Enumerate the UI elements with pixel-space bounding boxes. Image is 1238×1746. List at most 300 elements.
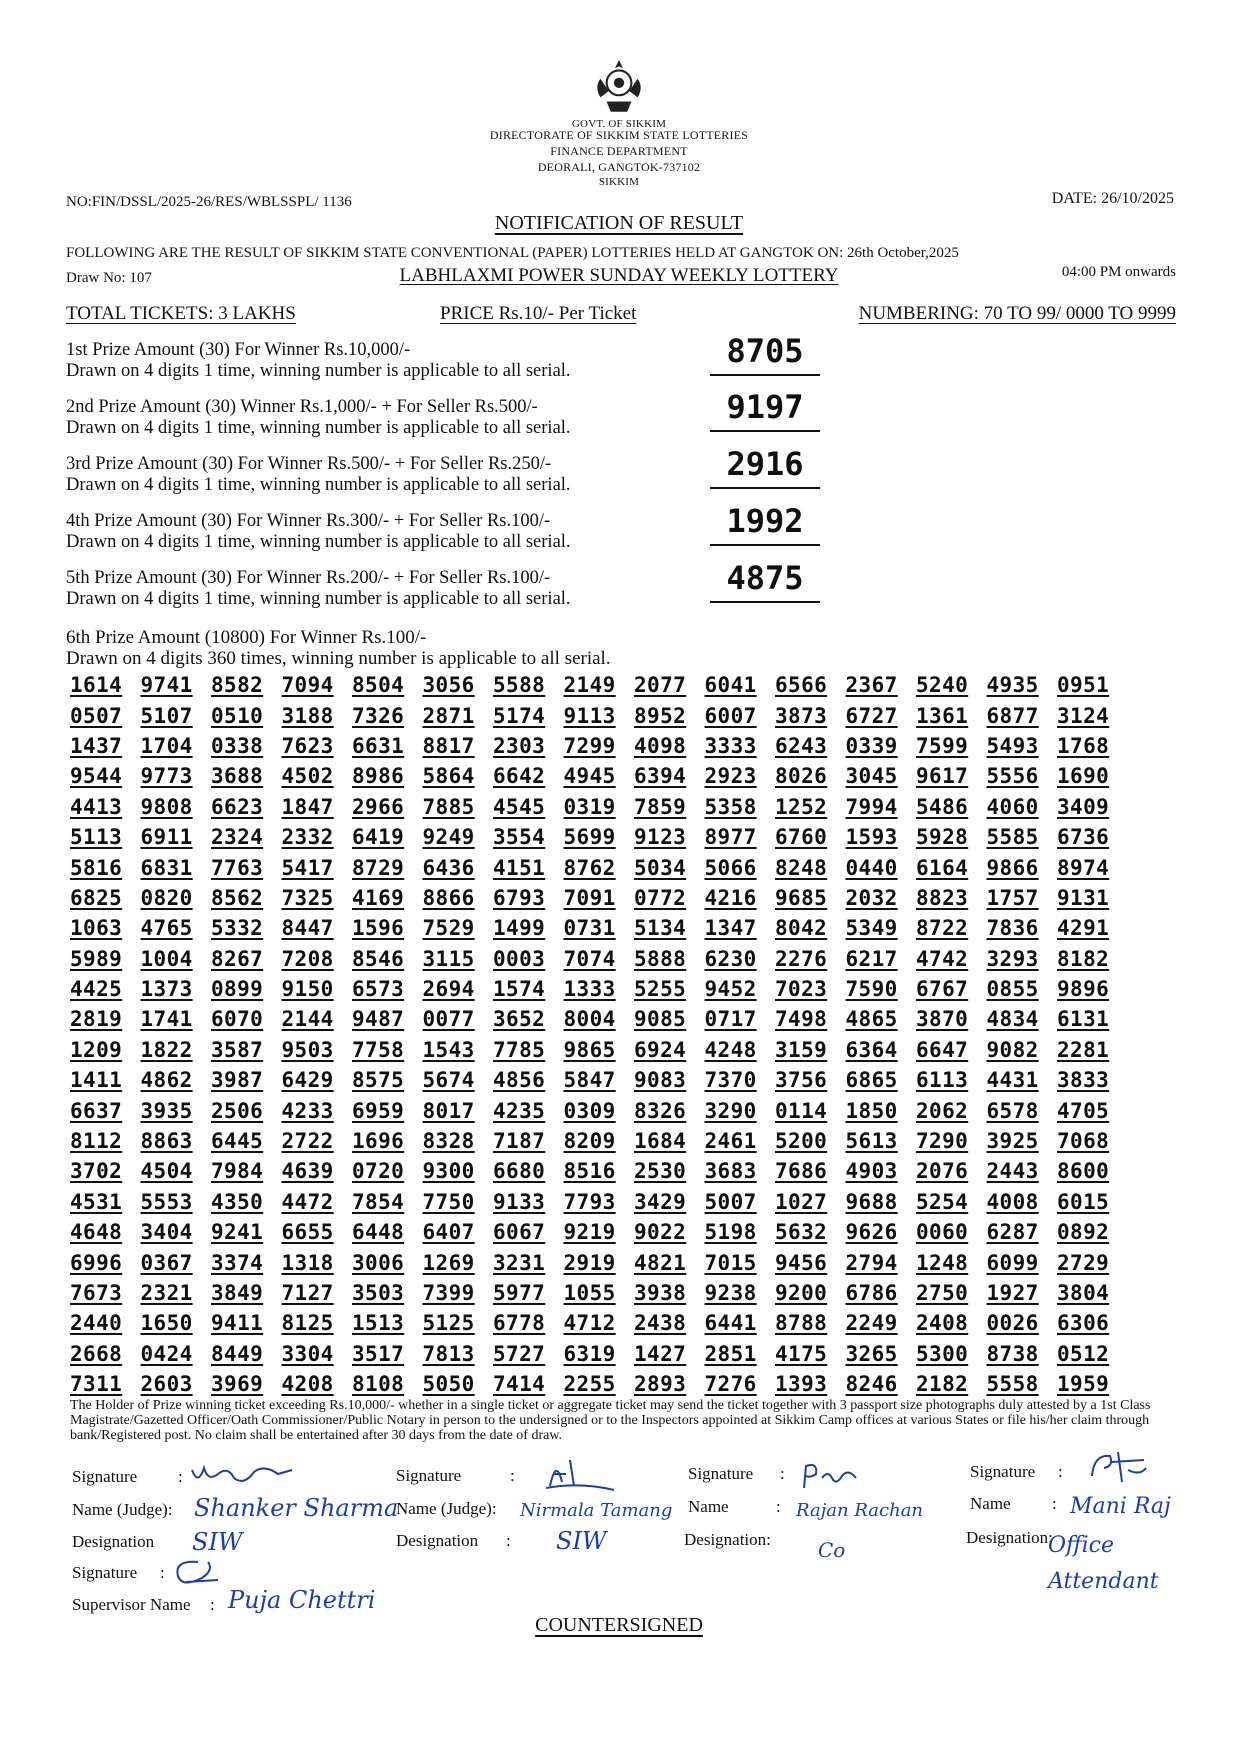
number-row (70, 731, 1160, 761)
total-tickets: TOTAL TICKETS: 3 LAKHS (66, 303, 296, 324)
winning-number: 6436 (422, 855, 475, 880)
winning-number: 3873 (775, 703, 828, 728)
winning-number: 4008 (986, 1189, 1039, 1214)
winning-number: 5358 (704, 794, 757, 819)
winning-number: 7599 (916, 733, 969, 758)
winning-number: 1411 (70, 1068, 123, 1093)
winning-number: 2182 (916, 1372, 969, 1397)
winning-number: 5558 (986, 1372, 1039, 1397)
prize-6-text: 6th Prize Amount (10800) For Winner Rs.100/- Drawn on 4 digits 360 times, winning number is applicable to all serial. (66, 627, 611, 669)
winning-number: 9411 (211, 1311, 264, 1336)
winning-number: 5007 (704, 1189, 757, 1214)
winning-number: 6642 (493, 764, 546, 789)
winning-number: 2871 (422, 703, 475, 728)
winning-number: 8722 (916, 916, 969, 941)
winning-number: 9741 (140, 673, 193, 698)
winning-number: 1690 (1057, 764, 1110, 789)
winning-number: 6164 (916, 855, 969, 880)
winning-number: 7859 (634, 794, 687, 819)
winning-number: 1333 (563, 977, 616, 1002)
colon: : (780, 1464, 785, 1483)
winning-number: 5989 (70, 946, 123, 971)
winning-number: 6007 (704, 703, 757, 728)
winning-number: 9487 (352, 1007, 405, 1032)
col3-signature-label: Signature (688, 1464, 754, 1483)
colon: : (178, 1467, 183, 1486)
winning-number: 6319 (563, 1341, 616, 1366)
winning-number: 5066 (704, 855, 757, 880)
winning-number: 7094 (281, 673, 334, 698)
winning-number: 4175 (775, 1341, 828, 1366)
col2-name-handwritten: Nirmala Tamang (520, 1500, 673, 1521)
winning-number: 4639 (281, 1159, 334, 1184)
winning-number: 5699 (563, 825, 616, 850)
winning-number: 5977 (493, 1281, 546, 1305)
col3-designation-handwritten: Co (818, 1538, 846, 1562)
winning-number: 8042 (775, 916, 828, 941)
winning-number: 6831 (140, 855, 193, 880)
winning-number: 4216 (704, 885, 757, 910)
winning-number: 5200 (775, 1129, 828, 1154)
winning-number: 2076 (916, 1159, 969, 1184)
winning-number: 2367 (845, 673, 898, 698)
col3-name-handwritten: Rajan Rachan (796, 1500, 924, 1521)
winning-number: 3503 (352, 1281, 405, 1305)
directorate-line: DIRECTORATE OF SIKKIM STATE LOTTERIES (489, 128, 749, 142)
winning-number: 8974 (1057, 855, 1110, 880)
winning-number: 0820 (140, 885, 193, 910)
winning-number: 0899 (211, 977, 264, 1002)
winning-number: 1004 (140, 946, 193, 971)
winning-number: 3987 (211, 1068, 264, 1093)
winning-number: 1574 (493, 977, 546, 1002)
winning-number: 9249 (422, 825, 475, 850)
winning-number: 3938 (634, 1281, 687, 1305)
winning-number: 3304 (281, 1341, 334, 1366)
lottery-name: LABHLAXMI POWER SUNDAY WEEKLY LOTTERY (399, 265, 839, 286)
number-row (70, 1126, 1160, 1156)
winning-number: 6306 (1057, 1311, 1110, 1336)
winning-number: 3333 (704, 733, 757, 758)
winning-number: 5556 (986, 764, 1039, 789)
number-row (70, 1187, 1160, 1217)
winning-number: 2062 (916, 1098, 969, 1123)
winning-number: 5727 (493, 1341, 546, 1366)
winning-number: 3056 (422, 673, 475, 698)
winning-number: 5674 (422, 1068, 475, 1093)
winning-number: 0892 (1057, 1220, 1110, 1245)
winning-number: 2893 (634, 1372, 687, 1397)
winning-number: 6217 (845, 946, 898, 971)
winning-number: 8267 (211, 946, 264, 971)
winning-number: 0339 (845, 733, 898, 758)
winning-number: 1593 (845, 825, 898, 850)
winning-number: 6419 (352, 825, 405, 850)
winning-number: 6243 (775, 733, 828, 758)
winning-number: 9866 (986, 855, 1039, 880)
number-row (70, 670, 1160, 700)
winning-number: 7074 (563, 946, 616, 971)
winning-number: 6067 (493, 1220, 546, 1245)
winning-number: 6637 (70, 1098, 123, 1123)
winning-number: 8986 (352, 764, 405, 789)
winning-number: 9865 (563, 1037, 616, 1062)
winning-number: 1427 (634, 1341, 687, 1366)
winning-number: 1063 (70, 916, 123, 941)
notice-date: DATE: 26/10/2025 (1051, 190, 1174, 207)
winning-number: 9300 (422, 1159, 475, 1184)
winning-number: 2077 (634, 673, 687, 698)
winning-number: 6623 (211, 794, 264, 819)
winning-number: 3756 (775, 1068, 828, 1093)
colon: : (506, 1531, 511, 1550)
winning-number: 6448 (352, 1220, 405, 1245)
col2-name-label: Name (Judge): (396, 1499, 497, 1518)
winning-number: 2149 (563, 673, 616, 698)
winning-number: 1768 (1057, 733, 1110, 758)
number-row (70, 700, 1160, 730)
winning-number: 2694 (422, 977, 475, 1002)
colon: : (1058, 1462, 1063, 1481)
winning-number: 9626 (845, 1220, 898, 1245)
winning-number: 9131 (1057, 885, 1110, 910)
winning-number: 1650 (140, 1311, 193, 1336)
winning-number: 5493 (986, 733, 1039, 758)
winning-number: 5816 (70, 855, 123, 880)
winning-number: 1269 (422, 1250, 475, 1275)
winning-number: 4903 (845, 1159, 898, 1184)
winning-number: 1596 (352, 916, 405, 941)
winning-number: 9150 (281, 977, 334, 1002)
number-row (70, 1065, 1160, 1095)
prize-3-text: 3rd Prize Amount (30) For Winner Rs.500/- + For Seller Rs.250/- Drawn on 4 digits 1 time, winning number is applicable to all serial. (66, 454, 571, 495)
winning-number: 4865 (845, 1007, 898, 1032)
winning-number: 4742 (916, 946, 969, 971)
winning-number: 3969 (211, 1372, 264, 1397)
prize-3-number: 2916 (710, 445, 820, 489)
col4-handwritten-signature (1084, 1446, 1154, 1488)
col4-name-handwritten: Mani Raj (1070, 1494, 1171, 1519)
number-row (70, 1095, 1160, 1125)
winning-number: 3409 (1057, 794, 1110, 819)
winning-number: 7885 (422, 794, 475, 819)
winning-number: 1696 (352, 1129, 405, 1154)
winning-number: 3290 (704, 1098, 757, 1123)
winning-number: 0731 (563, 916, 616, 941)
winning-number: 5585 (986, 825, 1039, 850)
winning-number: 0720 (352, 1159, 405, 1184)
prize-1-text: 1st Prize Amount (30) For Winner Rs.10,000/- Drawn on 4 digits 1 time, winning number is applicable to all serial. (66, 340, 571, 381)
winning-number: 2276 (775, 946, 828, 971)
winning-number: 5198 (704, 1220, 757, 1245)
winning-number: 6865 (845, 1068, 898, 1093)
winning-number: 4821 (634, 1250, 687, 1275)
winning-number: 3652 (493, 1007, 546, 1032)
winning-number: 3045 (845, 764, 898, 789)
winning-number: 1684 (634, 1129, 687, 1154)
winning-number: 0309 (563, 1098, 616, 1123)
winning-number: 4291 (1057, 916, 1110, 941)
winning-number: 5632 (775, 1220, 828, 1245)
winning-number: 9773 (140, 764, 193, 789)
winning-number: 4248 (704, 1037, 757, 1062)
winning-number: 3849 (211, 1281, 264, 1305)
winning-number: 6230 (704, 946, 757, 971)
winning-number: 4705 (1057, 1098, 1110, 1123)
winning-number: 6441 (704, 1311, 757, 1336)
winning-number: 3517 (352, 1341, 405, 1366)
winning-number: 0440 (845, 855, 898, 880)
address-line: DEORALI, GANGTOK-737102 (537, 160, 701, 174)
winning-number: 6394 (634, 764, 687, 789)
winning-number: 6736 (1057, 825, 1110, 850)
winning-number: 8209 (563, 1129, 616, 1154)
winning-number: 6573 (352, 977, 405, 1002)
winning-number: 7763 (211, 855, 264, 880)
winning-number: 2281 (1057, 1037, 1110, 1062)
winning-number: 9452 (704, 977, 757, 1002)
winning-number: 8125 (281, 1311, 334, 1336)
winning-number: 5174 (493, 703, 546, 728)
winning-number: 6996 (70, 1250, 123, 1275)
winning-number: 2722 (281, 1129, 334, 1154)
winning-number: 8546 (352, 946, 405, 971)
winning-number: 1437 (70, 733, 123, 758)
supervisor-name-handwritten: Puja Chettri (228, 1586, 376, 1614)
winning-number: 4233 (281, 1098, 334, 1123)
winning-number: 6566 (775, 673, 828, 698)
winning-number: 6760 (775, 825, 828, 850)
winning-number: 7750 (422, 1189, 475, 1214)
winning-number: 9022 (634, 1220, 687, 1245)
winning-number: 7623 (281, 733, 334, 758)
winning-number: 4765 (140, 916, 193, 941)
winning-number: 2966 (352, 794, 405, 819)
winning-number: 9241 (211, 1220, 264, 1245)
winning-number: 7023 (775, 977, 828, 1002)
winning-number: 9685 (775, 885, 828, 910)
winning-number: 7325 (281, 885, 334, 910)
winning-number: 5034 (634, 855, 687, 880)
number-row (70, 1339, 1160, 1369)
winning-number: 1850 (845, 1098, 898, 1123)
winning-number: 3115 (422, 946, 475, 971)
col1-name-label: Name (Judge): (72, 1500, 173, 1519)
winning-number: 9456 (775, 1250, 828, 1275)
winning-number: 4712 (563, 1311, 616, 1336)
winning-number: 3870 (916, 1007, 969, 1032)
winning-number: 2851 (704, 1341, 757, 1366)
number-row (70, 1369, 1160, 1399)
winning-number: 7091 (563, 885, 616, 910)
winning-number: 1373 (140, 977, 193, 1002)
winning-number: 9085 (634, 1007, 687, 1032)
winning-number: 6877 (986, 703, 1039, 728)
supervisor-label: Supervisor Name (72, 1595, 191, 1614)
winning-number: 2603 (140, 1372, 193, 1397)
draw-time: 04:00 PM onwards (1061, 264, 1176, 280)
winning-number: 6647 (916, 1037, 969, 1062)
winning-number: 4431 (986, 1068, 1039, 1093)
winning-number: 4502 (281, 764, 334, 789)
winning-number: 8516 (563, 1159, 616, 1184)
winning-number: 6825 (70, 885, 123, 910)
winning-number: 9808 (140, 794, 193, 819)
winning-number: 3231 (493, 1250, 546, 1275)
winning-number: 6364 (845, 1037, 898, 1062)
winning-number: 5928 (916, 825, 969, 850)
winning-number: 7370 (704, 1068, 757, 1093)
prize-2-text: 2nd Prize Amount (30) Winner Rs.1,000/- + For Seller Rs.500/- Drawn on 4 digits 1 time, winning number is applicable to all serial. (66, 397, 571, 438)
winning-number: 9219 (563, 1220, 616, 1245)
winning-number: 5254 (916, 1189, 969, 1214)
winning-number: 8738 (986, 1341, 1039, 1366)
winning-number: 6015 (1057, 1189, 1110, 1214)
winning-number: 7836 (986, 916, 1039, 941)
col2-designation-label: Designation (396, 1531, 479, 1550)
winning-number: 0424 (140, 1341, 193, 1366)
winning-number: 3159 (775, 1037, 828, 1062)
winning-number: 2249 (845, 1311, 898, 1336)
winning-number: 7127 (281, 1281, 334, 1305)
winning-number: 5134 (634, 916, 687, 941)
winning-number: 7498 (775, 1007, 828, 1032)
winning-number: 4862 (140, 1068, 193, 1093)
winning-number: 6680 (493, 1159, 546, 1184)
winning-number: 1847 (281, 794, 334, 819)
winning-number: 1822 (140, 1037, 193, 1062)
reference-number: NO:FIN/DSSL/2025-26/RES/WBLSSPL/ 1136 (66, 194, 352, 210)
winning-number: 4472 (281, 1189, 334, 1214)
winning-number: 8328 (422, 1129, 475, 1154)
winning-number: 0510 (211, 703, 264, 728)
number-row (70, 944, 1160, 974)
prize-1-number: 8705 (710, 332, 820, 376)
prize-2-number: 9197 (710, 388, 820, 432)
winning-number: 2530 (634, 1159, 687, 1184)
winning-number: 4098 (634, 733, 687, 758)
winning-number: 4504 (140, 1159, 193, 1184)
winning-number: 2506 (211, 1098, 264, 1123)
winning-number: 0367 (140, 1250, 193, 1275)
winning-number: 5613 (845, 1129, 898, 1154)
winning-number: 1027 (775, 1189, 828, 1214)
winning-number: 0951 (1057, 673, 1110, 698)
winning-number: 1347 (704, 916, 757, 941)
page-title: NOTIFICATION OF RESULT (494, 212, 744, 234)
number-row (70, 1035, 1160, 1065)
winning-number: 1614 (70, 673, 123, 698)
winning-number: 8248 (775, 855, 828, 880)
winning-number: 7673 (70, 1281, 123, 1305)
winning-number: 9113 (563, 703, 616, 728)
colon: : (1052, 1494, 1057, 1513)
department-line: FINANCE DEPARTMENT (550, 144, 688, 158)
winning-number: 9688 (845, 1189, 898, 1214)
winning-number: 2144 (281, 1007, 334, 1032)
col1-signature2-label: Signature (72, 1563, 138, 1582)
winning-number: 5847 (563, 1068, 616, 1093)
winning-number: 6070 (211, 1007, 264, 1032)
winning-number: 7187 (493, 1129, 546, 1154)
winning-number: 5240 (916, 673, 969, 698)
winning-number: 3188 (281, 703, 334, 728)
winning-number: 6924 (634, 1037, 687, 1062)
winning-number: 7015 (704, 1250, 757, 1275)
winning-number: 0855 (986, 977, 1039, 1002)
winning-number: 3925 (986, 1129, 1039, 1154)
winning-number: 8575 (352, 1068, 405, 1093)
winning-number: 7686 (775, 1159, 828, 1184)
winning-number: 7994 (845, 794, 898, 819)
winning-number: 1248 (916, 1250, 969, 1275)
winning-number: 5125 (422, 1311, 475, 1336)
claim-footnote: The Holder of Prize winning ticket exceeding Rs.10,000/- whether in a single ticket or aggregate ticket may send the ticket together with 3 passport size photographs duly attested by a 1st Class Magistrate/Gazetted Officer/Oath Commissioner/Public Notary in person to the undersigned or to the Inspectors appointed at Sikkim Camp offices at various States or file his/her claim through bank/Registered post. No claim shall be entertained after 30 days from the date of draw. (70, 1398, 1151, 1443)
winning-number: 2461 (704, 1129, 757, 1154)
col3-designation-label: Designation: (684, 1530, 771, 1549)
winning-number: 8026 (775, 764, 828, 789)
winning-number: 9123 (634, 825, 687, 850)
winning-number: 2443 (986, 1159, 1039, 1184)
number-row (70, 1308, 1160, 1338)
winning-number: 2303 (493, 733, 546, 758)
winning-number: 2923 (704, 764, 757, 789)
winning-number: 4413 (70, 794, 123, 819)
winning-number: 9503 (281, 1037, 334, 1062)
winning-number: 5113 (70, 825, 123, 850)
winning-number: 9238 (704, 1281, 757, 1305)
col1-signature-label: Signature (72, 1467, 138, 1486)
winning-number: 4350 (211, 1189, 264, 1214)
winning-number: 2032 (845, 885, 898, 910)
number-row (70, 1247, 1160, 1277)
winning-number: 4235 (493, 1098, 546, 1123)
winning-number: 5486 (916, 794, 969, 819)
winning-number: 3429 (634, 1189, 687, 1214)
winning-number: 4169 (352, 885, 405, 910)
winning-number: 0507 (70, 703, 123, 728)
winning-number: 4834 (986, 1007, 1039, 1032)
winning-number: 5050 (422, 1372, 475, 1397)
winning-number: 6578 (986, 1098, 1039, 1123)
winning-number: 1393 (775, 1372, 828, 1397)
winning-number: 5255 (634, 977, 687, 1002)
winning-number: 7984 (211, 1159, 264, 1184)
number-row (70, 761, 1160, 791)
number-row (70, 822, 1160, 852)
winning-number: 3804 (1057, 1281, 1110, 1305)
winning-number: 5888 (634, 946, 687, 971)
winning-number: 0060 (916, 1220, 969, 1245)
winning-number: 7529 (422, 916, 475, 941)
winning-number: 9544 (70, 764, 123, 789)
winning-number: 8449 (211, 1341, 264, 1366)
winning-number: 6131 (1057, 1007, 1110, 1032)
col1-supervisor-signature (168, 1556, 228, 1590)
winning-number: 5864 (422, 764, 475, 789)
winning-number: 0319 (563, 794, 616, 819)
winning-number: 4425 (70, 977, 123, 1002)
winning-number: 9896 (1057, 977, 1110, 1002)
winning-number: 3265 (845, 1341, 898, 1366)
winning-number: 8004 (563, 1007, 616, 1032)
prize-5-text: 5th Prize Amount (30) For Winner Rs.200/- + For Seller Rs.100/- Drawn on 4 digits 1 time, winning number is applicable to all serial. (66, 568, 571, 609)
col1-designation-handwritten: SIW (192, 1528, 243, 1556)
winning-number: 8108 (352, 1372, 405, 1397)
winning-number: 1741 (140, 1007, 193, 1032)
col1-name-handwritten: Shanker Sharma (194, 1494, 399, 1522)
winning-number: 1704 (140, 733, 193, 758)
